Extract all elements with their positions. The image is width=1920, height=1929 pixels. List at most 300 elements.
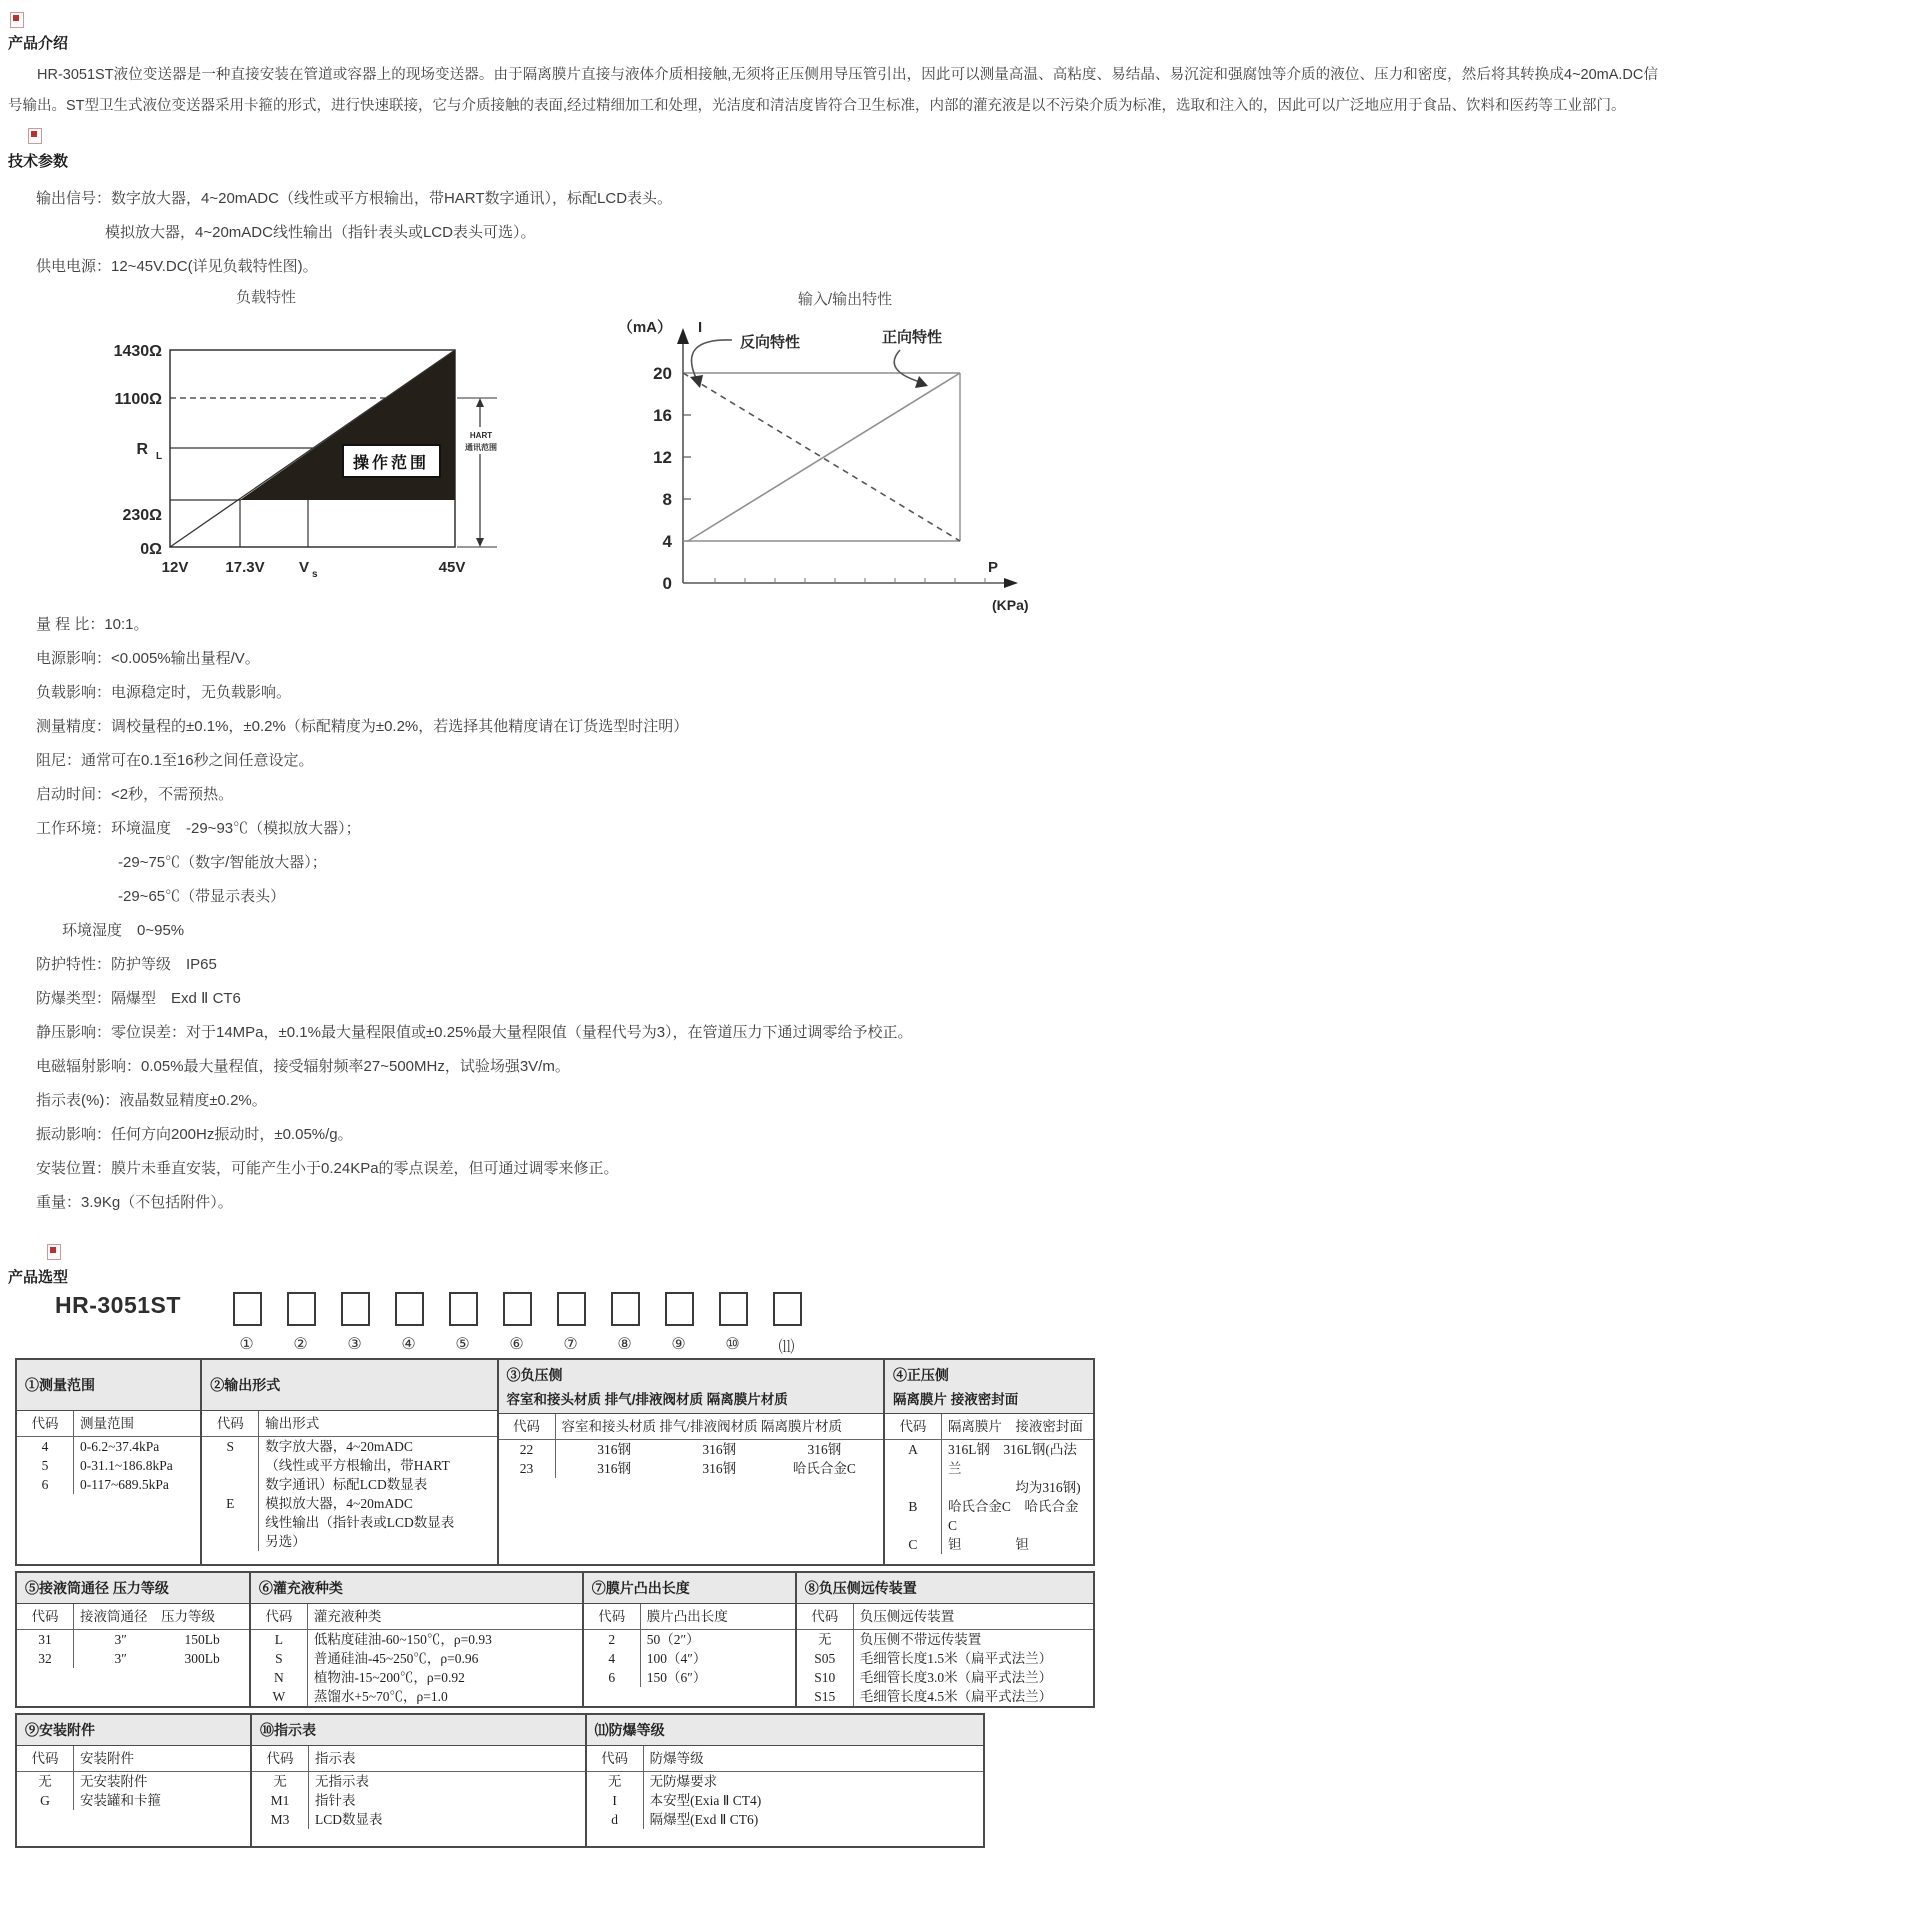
value-line: 线性输出（指针表或LCD数显表 — [265, 1515, 455, 1530]
io-y-arrow — [677, 328, 689, 344]
arrow-up — [476, 398, 484, 407]
table-row — [885, 1497, 1093, 1535]
table-row — [251, 1649, 582, 1668]
table-row — [584, 1668, 795, 1687]
spec-line: 防护特性：防护等级 IP65 — [36, 955, 217, 973]
code-cell: S05 — [797, 1649, 854, 1668]
code-cell: 4 — [17, 1437, 74, 1456]
spec-line: 阻尼：通常可在0.1至16秒之间任意设定。 — [36, 751, 314, 769]
table-row — [587, 1810, 983, 1829]
model-position-number: ③ — [347, 1336, 362, 1353]
value-line: 指针表 — [315, 1793, 356, 1808]
code-cell: N — [251, 1668, 308, 1687]
value-line: 钽 钽 — [947, 1537, 1029, 1552]
table-row — [797, 1630, 1093, 1649]
section-header — [584, 1573, 795, 1604]
code-cell: 无 — [797, 1630, 854, 1649]
table-band — [15, 1358, 1095, 1566]
value-line: 数字放大器，4~20mADC — [265, 1439, 413, 1454]
code-cell: 32 — [17, 1649, 74, 1668]
value-cell — [259, 1437, 496, 1494]
code-cell: 5 — [17, 1456, 74, 1475]
io-ytick-4: 4 — [662, 532, 672, 551]
model-position-number: ⑩ — [725, 1336, 740, 1353]
table-row — [252, 1772, 585, 1791]
value-line: 植物油-15~200℃，ρ=0.92 — [313, 1670, 465, 1685]
model-code-box[interactable] — [557, 1292, 586, 1326]
value-header: 接液筒通径 压力等级 — [80, 1609, 215, 1624]
section-header — [202, 1360, 496, 1411]
model-slot-list — [233, 1292, 800, 1357]
section-header — [252, 1715, 585, 1746]
spec-line: 测量精度：调校量程的±0.1%，±0.2%（标配精度为±0.2%，若选择其他精度请在订货选型时注明） — [36, 717, 689, 735]
code-cell: 无 — [587, 1772, 644, 1791]
section-header — [499, 1360, 883, 1414]
section-title: ②输出形式 — [210, 1377, 281, 1393]
table-row — [17, 1456, 200, 1475]
value-header: 输出形式 — [265, 1416, 320, 1431]
section-subtitle: 容室和接头材质 排气/排液阀材质 隔离膜片材质 — [506, 1392, 788, 1407]
tech-line: 供电电源：12~45V.DC(详见负载特性图)。 — [36, 257, 318, 275]
model-slot — [611, 1292, 638, 1357]
value-header: 容室和接头材质 排气/排液阀材质 隔离膜片材质 — [561, 1419, 843, 1434]
table-row — [251, 1668, 582, 1687]
table-row — [885, 1535, 1093, 1554]
value-line: 无指示表 — [315, 1774, 370, 1789]
value-col: 哈氏合金C — [792, 1461, 856, 1476]
model-position-number: ⑾ — [778, 1339, 795, 1356]
xtick-17v: 17.3V — [225, 559, 265, 576]
value-line: （线性或平方根输出，带HART — [265, 1458, 450, 1473]
section-body — [202, 1411, 496, 1564]
tech-heading: 技术参数 — [8, 153, 69, 170]
model-slot — [773, 1292, 800, 1357]
value-line: 数字通讯）标配LCD数显表 — [265, 1477, 428, 1492]
value-cell — [942, 1497, 1093, 1535]
code-cell: 6 — [17, 1475, 74, 1494]
value-col: 316钢 — [597, 1461, 631, 1476]
code-cell: S — [202, 1437, 259, 1494]
value-cell — [854, 1630, 1093, 1649]
code-cell: S10 — [797, 1668, 854, 1687]
subheader-row — [202, 1411, 496, 1437]
value-line: 毛细管长度1.5米（扁平式法兰） — [859, 1651, 1053, 1666]
code-cell: M1 — [252, 1791, 309, 1810]
value-line: 负压侧不带远传装置 — [859, 1632, 982, 1647]
model-slot — [233, 1292, 260, 1357]
spec-line: 负载影响：电源稳定时，无负载影响。 — [36, 683, 292, 701]
section-body — [17, 1746, 250, 1846]
value-cell — [942, 1535, 1093, 1554]
value-line: 隔爆型(Exd Ⅱ CT6) — [649, 1812, 759, 1827]
tech-line: 模拟放大器，4~20mADC线性输出（指针表头或LCD表头可选）。 — [105, 223, 536, 241]
section-header — [587, 1715, 983, 1746]
io-ytick-20: 20 — [653, 364, 672, 383]
value-cell — [644, 1772, 983, 1791]
subheader-row — [584, 1604, 795, 1630]
code-header: 代码 — [584, 1604, 641, 1629]
section-header — [797, 1573, 1093, 1604]
spec-line: 静压影响：零位误差：对于14MPa，±0.1%最大量程限值或±0.25%最大量程限值（量程代号为3），在管道压力下通过调零给予校正。 — [36, 1023, 913, 1041]
section-title: ⑨安装附件 — [25, 1722, 95, 1738]
spec-line: 工作环境：环境温度 -29~93℃（模拟放大器）； — [36, 819, 361, 837]
code-cell: d — [587, 1810, 644, 1829]
model-code-row — [55, 1292, 1255, 1356]
xtick-vs: V — [298, 559, 310, 576]
spec-line: 指示表(%)：液晶数显精度±0.2%。 — [36, 1091, 267, 1109]
code-cell: A — [885, 1440, 942, 1497]
spec-line: 重量：3.9Kg（不包括附件）。 — [36, 1193, 233, 1211]
table-section — [795, 1573, 1093, 1706]
io-ytick-0: 0 — [662, 574, 672, 593]
value-cell — [308, 1687, 582, 1706]
code-cell: S — [251, 1649, 308, 1668]
section-title: ⑥灌充液种类 — [258, 1580, 343, 1596]
value-cell — [308, 1668, 582, 1687]
ytick-1430: 1430Ω — [113, 343, 162, 360]
section-body — [797, 1604, 1093, 1706]
value-line: 蒸馏水+5~70℃，ρ=1.0 — [313, 1689, 448, 1704]
section-title: ⑧负压侧远传装置 — [804, 1580, 917, 1596]
code-cell: 无 — [17, 1772, 74, 1791]
value-line: 普通硅油-45~250℃，ρ=0.96 — [313, 1651, 479, 1666]
table-section — [883, 1360, 1093, 1564]
table-row — [17, 1630, 249, 1649]
spec-line: 环境湿度 0~95% — [62, 921, 185, 939]
model-code-box[interactable] — [611, 1292, 640, 1326]
value-line: 无安装附件 — [80, 1774, 148, 1789]
value-cell — [74, 1456, 200, 1475]
code-cell: 无 — [252, 1772, 309, 1791]
subheader-row — [797, 1604, 1093, 1630]
value-line: 毛细管长度3.0米（扁平式法兰） — [859, 1670, 1053, 1685]
code-cell: 2 — [584, 1630, 641, 1649]
model-code-box[interactable] — [449, 1292, 478, 1326]
spec-list — [0, 606, 913, 1218]
table-row — [251, 1687, 582, 1706]
xtick-12v: 12V — [161, 559, 189, 576]
value-header: 指示表 — [315, 1751, 356, 1766]
table-band — [15, 1571, 1095, 1708]
subheader-row — [17, 1746, 250, 1772]
code-header: 代码 — [202, 1411, 259, 1436]
subheader-row — [17, 1604, 249, 1630]
value-cell — [74, 1772, 250, 1791]
value-col: 3″ — [114, 1651, 127, 1666]
value-cell — [644, 1791, 983, 1810]
model-slot — [503, 1292, 530, 1357]
section-title: ⑩指示表 — [260, 1722, 317, 1738]
value-cell — [74, 1791, 250, 1810]
section-body — [17, 1411, 200, 1564]
table-section — [17, 1360, 200, 1564]
value-cell — [854, 1649, 1093, 1668]
value-cell — [259, 1494, 496, 1551]
io-x-arrow — [1004, 578, 1018, 588]
io-xlabel-unit: (KPa) — [992, 597, 1029, 613]
ytick-rl-sub: L — [156, 451, 163, 462]
value-cell — [308, 1649, 582, 1668]
spec-line: 电源影响：<0.005%输出量程/V。 — [36, 649, 260, 667]
code-header: 代码 — [17, 1411, 74, 1436]
ytick-230: 230Ω — [122, 507, 162, 524]
value-line: 无防爆要求 — [649, 1774, 718, 1789]
code-header: 代码 — [252, 1746, 309, 1771]
subheader-row — [252, 1746, 585, 1772]
value-line: 本安型(Exia Ⅱ CT4) — [649, 1793, 762, 1808]
value-col: 150Lb — [184, 1632, 220, 1647]
value-col: 316钢 — [807, 1442, 842, 1457]
code-header: 代码 — [885, 1414, 942, 1439]
ytick-1100: 1100Ω — [114, 391, 162, 408]
xtick-45v: 45V — [438, 559, 466, 576]
io-ylabel-unit: （mA） — [617, 319, 672, 336]
model-slot — [665, 1292, 692, 1357]
tech-line: 输出信号：数字放大器，4~20mADC（线性或平方根输出，带HART数字通讯），标配LCD表头。 — [36, 189, 673, 207]
code-cell: 4 — [584, 1649, 641, 1668]
value-cell — [556, 1459, 883, 1478]
section-body — [587, 1746, 983, 1846]
model-position-number: ⑦ — [563, 1336, 578, 1353]
io-reverse-label: 反向特性 — [739, 334, 801, 351]
section-body — [584, 1604, 795, 1706]
value-cell — [74, 1475, 200, 1494]
model-slot — [287, 1292, 314, 1357]
operating-range-label: 操作范围 — [352, 455, 430, 472]
section-body — [885, 1414, 1093, 1564]
io-forward-arrowhead — [915, 376, 928, 388]
code-cell: E — [202, 1494, 259, 1551]
table-row — [17, 1772, 250, 1791]
value-cell — [309, 1810, 585, 1829]
model-slot — [557, 1292, 584, 1357]
table-row — [797, 1649, 1093, 1668]
load-characteristics-chart — [60, 280, 580, 610]
table-row — [797, 1687, 1093, 1706]
xtick-vs-sub: s — [312, 569, 318, 580]
value-line: 哈氏合金C 哈氏合金C — [947, 1499, 1079, 1533]
io-ytick-8: 8 — [662, 490, 672, 509]
subheader-row — [499, 1414, 883, 1440]
value-cell — [854, 1668, 1093, 1687]
value-line: 150（6″） — [646, 1670, 707, 1685]
io-reverse-arrowhead — [690, 375, 703, 388]
value-cell — [942, 1440, 1093, 1497]
model-position-number: ⑧ — [617, 1336, 632, 1353]
model-code-box[interactable] — [341, 1292, 370, 1326]
table-section — [497, 1360, 883, 1564]
value-cell — [644, 1810, 983, 1829]
value-col: 316钢 — [702, 1442, 737, 1457]
model-code-box[interactable] — [287, 1292, 316, 1326]
section-header — [17, 1715, 250, 1746]
value-line: 0-31.1~186.8kPa — [80, 1458, 173, 1473]
table-section — [249, 1573, 582, 1706]
table-row — [584, 1649, 795, 1668]
code-cell: C — [885, 1535, 942, 1554]
model-slot — [719, 1292, 746, 1357]
hart-label-2: 通讯范围 — [465, 443, 497, 452]
table-row — [584, 1630, 795, 1649]
table-row — [17, 1649, 249, 1668]
tech-line-list — [0, 180, 672, 282]
code-cell: 6 — [584, 1668, 641, 1687]
io-ylabel-var: I — [698, 319, 703, 336]
model-code-box[interactable] — [503, 1292, 532, 1326]
code-cell: M3 — [252, 1810, 309, 1829]
code-cell: 31 — [17, 1630, 74, 1649]
io-ytick-12: 12 — [653, 448, 672, 467]
table-row — [252, 1791, 585, 1810]
io-chart-title: 输入/输出特性 — [797, 291, 893, 308]
intro-heading: 产品介绍 — [8, 35, 69, 52]
value-col: 300Lb — [184, 1651, 220, 1666]
value-line: LCD数显表 — [315, 1812, 383, 1827]
load-chart-title: 负载特性 — [235, 289, 297, 306]
code-cell: S15 — [797, 1687, 854, 1706]
table-row — [885, 1440, 1093, 1497]
table-row — [17, 1475, 200, 1494]
value-cell — [641, 1649, 795, 1668]
subheader-row — [885, 1414, 1093, 1440]
code-cell: B — [885, 1497, 942, 1535]
value-header: 负压侧远传装置 — [859, 1609, 955, 1624]
value-header: 安装附件 — [80, 1751, 134, 1766]
code-cell: 23 — [499, 1459, 556, 1478]
io-ytick-16: 16 — [653, 406, 672, 425]
table-row — [797, 1668, 1093, 1687]
value-cell — [854, 1687, 1093, 1706]
table-section — [585, 1715, 983, 1846]
section-body — [252, 1746, 585, 1846]
value-cell — [308, 1630, 582, 1649]
spec-line: -29~65℃（带显示表头） — [118, 887, 286, 905]
intro-paragraph: HR-3051ST液位变送器是一种直接安装在管道或容器上的现场变送器。由于隔离膜片直接与液体介质相接触,无须将正压侧用导压管引出，因此可以测量高温、高粘度、易结晶、易沉淀和强腐蚀等介质的液位、压力和密度，然后将其转换成4~20mA.DC信号输出。ST型卫生式液位变送器采用卡箍的形式，进行快速联接，它与介质接触的表面,经过精细加工和处理，光洁度和清洁度皆符合卫生标准，内部的灌充液是以不污染介质为标准，选取和注入的，因此可以广泛地应用于食品、饮料和医药等工业部门。 — [8, 67, 1658, 114]
code-cell: L — [251, 1630, 308, 1649]
spec-line: 启动时间：<2秒，不需预热。 — [36, 785, 234, 803]
model-slot — [395, 1292, 422, 1357]
value-cell — [74, 1630, 249, 1649]
section-title: ⑤接液筒通径 压力等级 — [25, 1580, 169, 1596]
subheader-row — [587, 1746, 983, 1772]
value-cell — [641, 1668, 795, 1687]
section-header — [17, 1573, 249, 1604]
value-cell — [556, 1440, 883, 1459]
selection-heading: 产品选型 — [8, 1269, 69, 1286]
model-position-number: ⑨ — [671, 1336, 686, 1353]
value-line: 50（2″） — [646, 1632, 700, 1647]
table-row — [17, 1437, 200, 1456]
value-col: 316钢 — [702, 1461, 737, 1476]
value-header: 灌充液种类 — [313, 1609, 382, 1624]
value-line: 316L钢 316L钢(凸法兰 — [947, 1442, 1077, 1476]
table-section — [582, 1573, 795, 1706]
section-title: ⑾防爆等级 — [594, 1722, 665, 1738]
section-body — [17, 1604, 249, 1706]
io-reverse-arrow — [692, 340, 733, 378]
table-row — [252, 1810, 585, 1829]
value-header: 膜片凸出长度 — [646, 1609, 728, 1624]
spec-line: 安装位置：膜片未垂直安装，可能产生小于0.24KPa的零点误差，但可通过调零来修正。 — [36, 1159, 619, 1177]
broken-image-icon — [47, 1244, 61, 1260]
table-row — [17, 1791, 250, 1810]
code-header: 代码 — [797, 1604, 854, 1629]
code-cell: I — [587, 1791, 644, 1810]
model-prefix: HR-3051ST — [55, 1292, 181, 1318]
value-cell — [74, 1437, 200, 1456]
arrow-down — [476, 538, 484, 547]
value-cell — [309, 1791, 585, 1810]
section-title: ⑦膜片凸出长度 — [591, 1580, 690, 1596]
code-cell: G — [17, 1791, 74, 1810]
model-code-box[interactable] — [395, 1292, 424, 1326]
table-section — [200, 1360, 496, 1564]
value-header: 防爆等级 — [649, 1751, 704, 1766]
model-code-box[interactable] — [665, 1292, 694, 1326]
value-line: 另选） — [265, 1534, 306, 1549]
ytick-0: 0Ω — [140, 541, 162, 558]
model-slot — [341, 1292, 368, 1357]
section-header — [251, 1573, 582, 1604]
section-header — [885, 1360, 1093, 1414]
model-code-box[interactable] — [233, 1292, 262, 1326]
code-header: 代码 — [17, 1604, 74, 1629]
hart-label-1: HART — [469, 431, 493, 440]
value-line: 0-6.2~37.4kPa — [80, 1439, 160, 1454]
subheader-row — [17, 1411, 200, 1437]
selection-table — [15, 1358, 1095, 1853]
value-line: 低粘度硅油-60~150℃，ρ=0.93 — [313, 1632, 492, 1647]
value-col: 316钢 — [597, 1442, 631, 1457]
table-row — [251, 1630, 582, 1649]
broken-image-icon — [28, 128, 42, 144]
section-title: ④正压侧 — [892, 1367, 949, 1383]
value-cell — [74, 1649, 249, 1668]
section-body — [499, 1414, 883, 1564]
value-col: 3″ — [114, 1632, 127, 1647]
spec-line: 电磁辐射影响：0.05%最大量程值，接受辐射频率27~500MHz，试验场强3V/m。 — [36, 1057, 570, 1075]
code-header: 代码 — [587, 1746, 644, 1771]
model-position-number: ② — [293, 1336, 308, 1353]
model-position-number: ④ — [401, 1336, 416, 1353]
ytick-rl: R — [136, 441, 148, 458]
value-cell — [641, 1630, 795, 1649]
model-code-box[interactable] — [773, 1292, 802, 1326]
code-cell: 22 — [499, 1440, 556, 1459]
io-xlabel-var: P — [988, 559, 999, 576]
spec-line: 振动影响：任何方向200Hz振动时，±0.05%/g。 — [36, 1125, 353, 1143]
spec-line: 量 程 比：10:1。 — [36, 615, 149, 633]
model-position-number: ⑥ — [509, 1336, 524, 1353]
section-subtitle: 隔离膜片 接液密封面 — [892, 1392, 1019, 1407]
table-section — [17, 1573, 249, 1706]
subheader-row — [251, 1604, 582, 1630]
code-header: 代码 — [499, 1414, 556, 1439]
table-section — [250, 1715, 585, 1846]
value-line: 0-117~689.5kPa — [80, 1477, 169, 1492]
value-cell — [309, 1772, 585, 1791]
value-header: 测量范围 — [80, 1416, 134, 1431]
io-characteristics-chart — [560, 280, 1080, 625]
code-header: 代码 — [17, 1746, 74, 1771]
section-title: ③负压侧 — [506, 1367, 563, 1383]
spec-line: -29~75℃（数字/智能放大器）； — [118, 853, 327, 871]
section-header — [17, 1360, 200, 1411]
value-line: 安装罐和卡箍 — [80, 1793, 161, 1808]
table-row — [587, 1791, 983, 1810]
table-row — [499, 1440, 883, 1459]
model-code-box[interactable] — [719, 1292, 748, 1326]
